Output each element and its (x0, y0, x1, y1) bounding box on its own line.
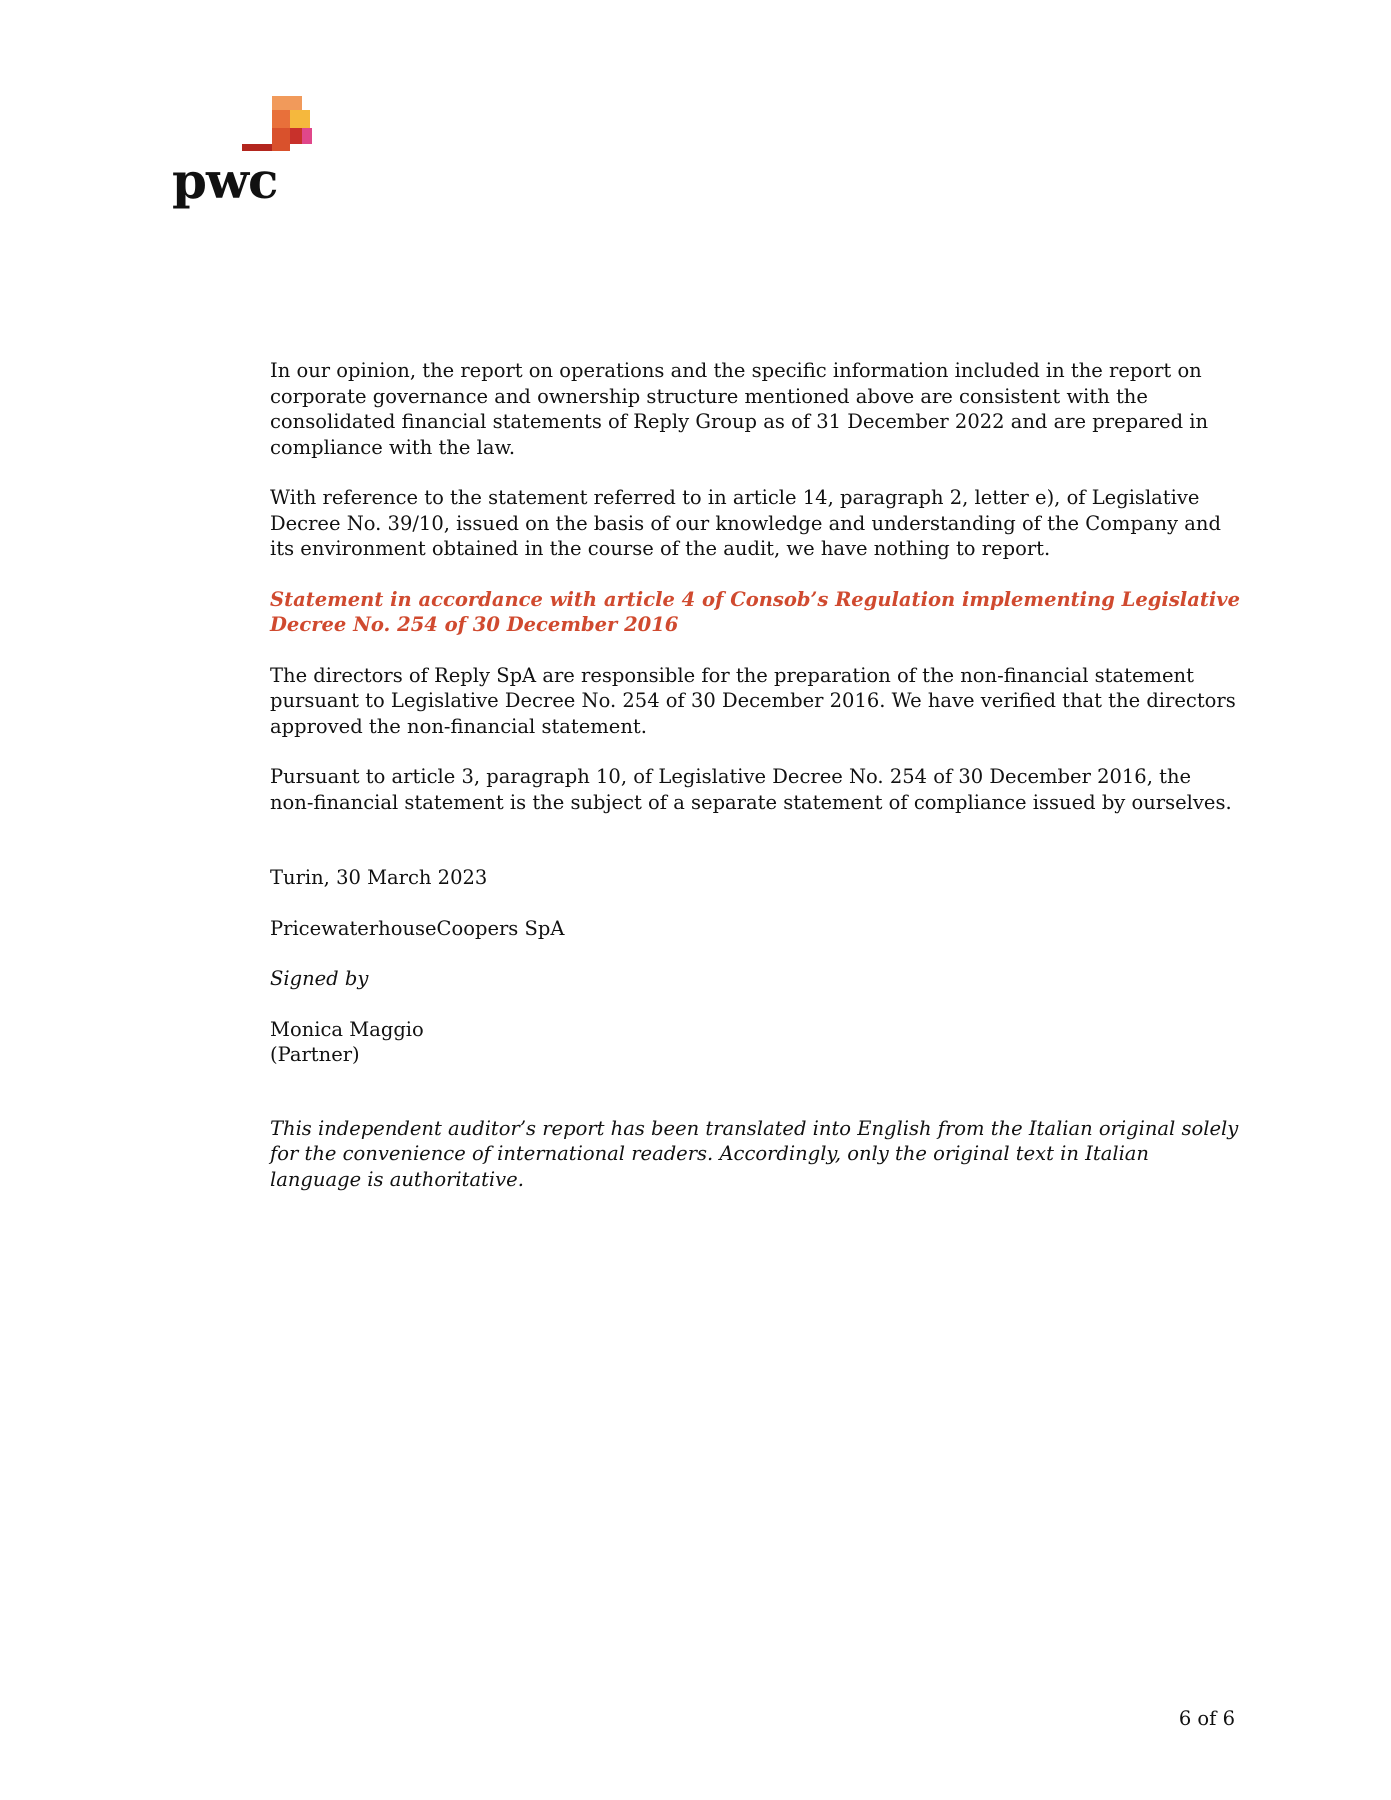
signed-by: Signed by (270, 967, 369, 990)
pwc-logo (172, 96, 332, 216)
pwc-wordmark: pwc (172, 151, 278, 210)
pwc-logo-mark (172, 96, 332, 156)
place-date: Turin, 30 March 2023 (270, 866, 488, 889)
translation-disclaimer: This independent auditor’s report has been translated into English from the Italian original solely for the convenience of international readers. Accordingly, only the original text in Italian language is authoritative. (270, 1116, 1239, 1191)
paragraph-pursuant: Pursuant to article 3, paragraph 10, of Legislative Decree No. 254 of 30 December 2016, the non-financial statement is the subject of a separate statement of compliance issued by ourselves. (270, 765, 1232, 814)
page-number: 6 of 6 (1178, 1707, 1235, 1730)
paragraph-opinion: In our opinion, the report on operations and the specific information included in the report on corporate governance and ownership structure mentioned above are consistent with the consolidated financial statements of Reply Group as of 31 December 2022 and are prepared in compliance with the law. (270, 359, 1209, 459)
signer-name: Monica Maggio (270, 1017, 424, 1041)
firm-name: PricewaterhouseCoopers SpA (270, 916, 565, 940)
paragraph-directors: The directors of Reply SpA are responsible for the preparation of the non-financial statement pursuant to Legislative Decree No. 254 of 30 December 2016. We have verified that the directors approved the non-financial statement. (270, 663, 1236, 738)
section-heading: Statement in accordance with article 4 of Consob’s Regulation implementing Legislative Decree No. 254 of 30 December 2016 (270, 587, 1241, 636)
signer-role: (Partner) (270, 1043, 360, 1066)
paragraph-statement-reference: With reference to the statement referred to in article 14, paragraph 2, letter e), of Legislative Decree No. 39/10, issued on the basis of our knowledge and understanding of the Company and its environment obtained in the course of the audit, we have nothing to report. (270, 486, 1221, 560)
report-body (270, 358, 1240, 1217)
